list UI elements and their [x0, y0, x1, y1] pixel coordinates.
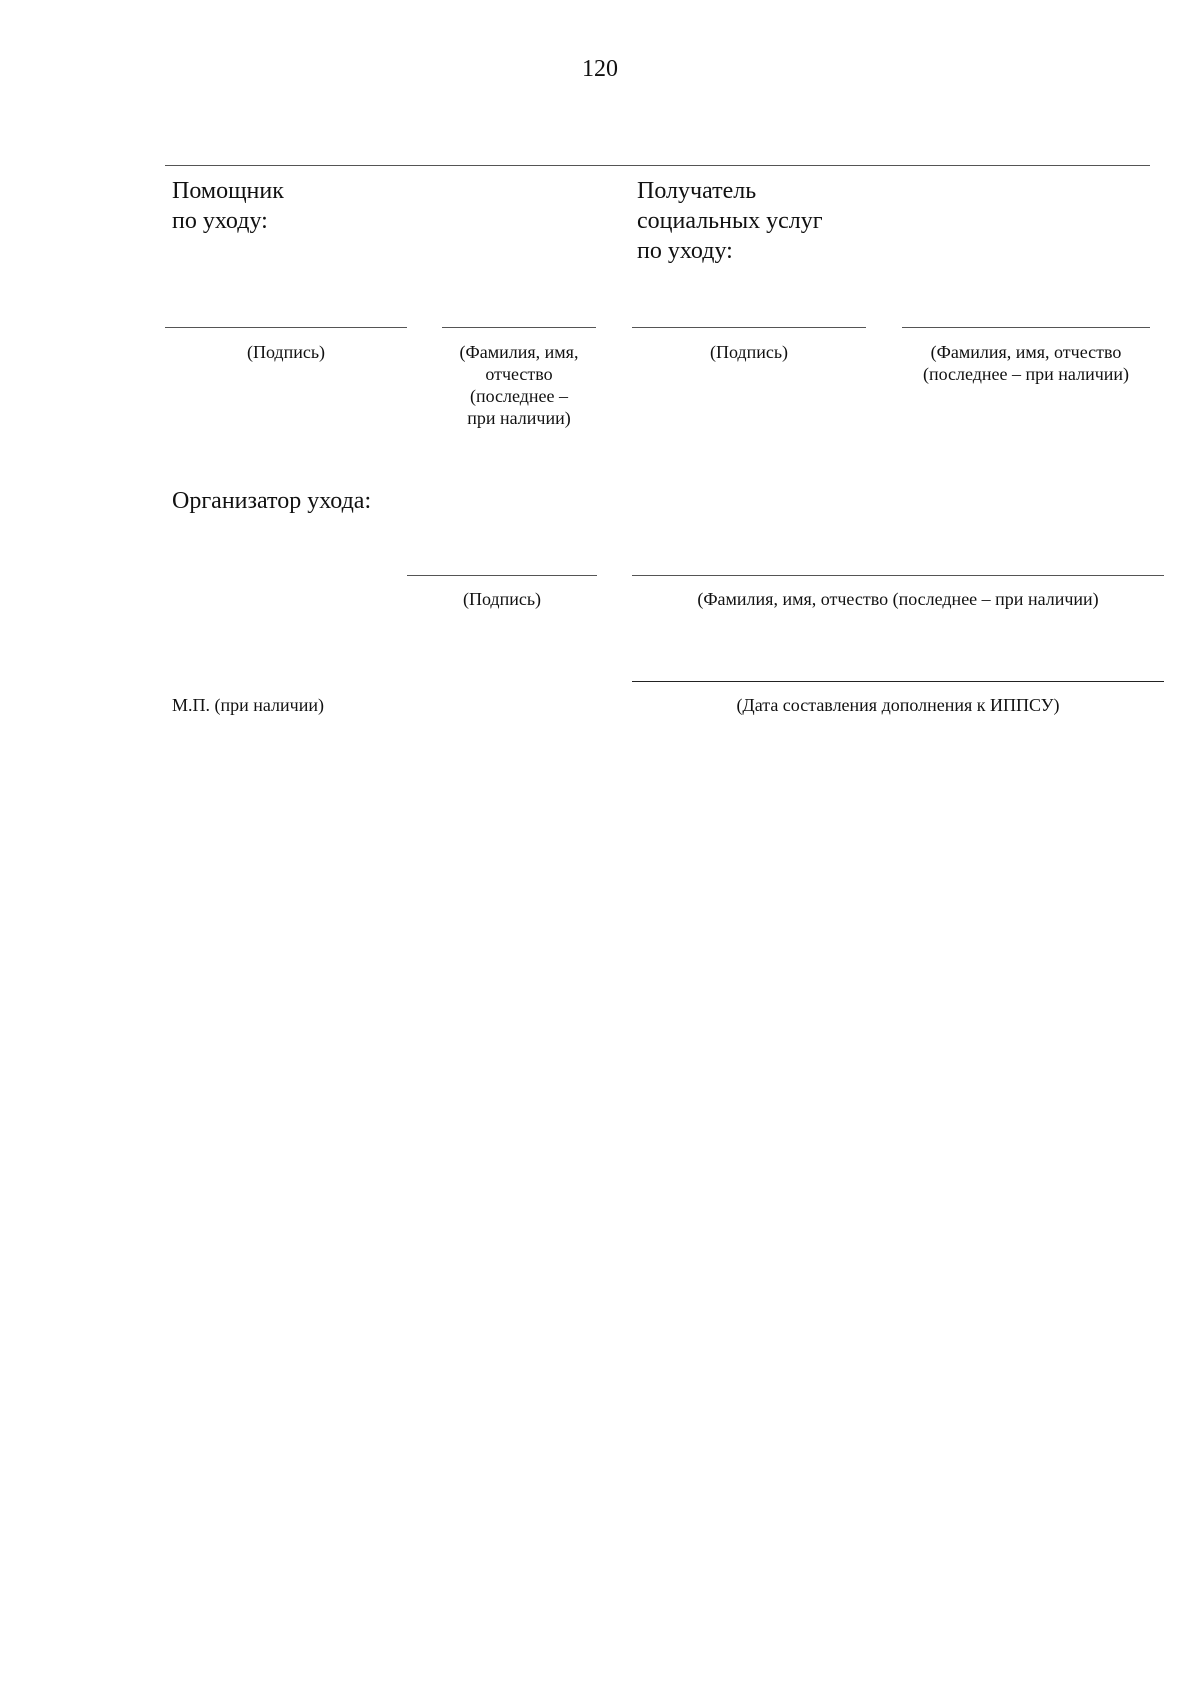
organizer-signature-line[interactable] [407, 575, 597, 576]
stamp-label: М.П. (при наличии) [172, 695, 324, 715]
organizer-heading: Организатор ухода: [172, 488, 372, 514]
assistant-name-caption-line1: (Фамилия, имя, [459, 342, 579, 362]
organizer-name-caption: (Фамилия, имя, отчество (последнее – при наличии) [697, 589, 1099, 609]
assistant-name-caption-line3: (последнее – [469, 386, 569, 406]
assistant-name-caption [442, 341, 596, 429]
date-line[interactable] [632, 681, 1164, 682]
recipient-heading-line1: Получатель [637, 178, 757, 204]
recipient-name-caption-line2: (последнее – при наличии) [922, 364, 1130, 384]
recipient-heading [637, 176, 823, 266]
assistant-name-caption-line2: отчество [485, 364, 553, 384]
top-divider [165, 165, 1150, 166]
recipient-name-caption [902, 341, 1150, 385]
assistant-name-caption-line4: при наличии) [467, 408, 571, 428]
recipient-name-line[interactable] [902, 327, 1150, 328]
recipient-name-caption-line1: (Фамилия, имя, отчество [930, 342, 1122, 362]
recipient-heading-line2: социальных услуг [637, 208, 823, 234]
organizer-name-line[interactable] [632, 575, 1164, 576]
assistant-signature-caption: (Подпись) [246, 342, 326, 362]
assistant-heading-line1: Помощник [172, 178, 284, 204]
recipient-signature-caption: (Подпись) [709, 342, 789, 362]
recipient-heading-line3: по уходу: [637, 238, 733, 264]
assistant-name-line[interactable] [442, 327, 596, 328]
recipient-signature-line[interactable] [632, 327, 866, 328]
date-caption: (Дата составления дополнения к ИППСУ) [736, 695, 1060, 715]
assistant-signature-line[interactable] [165, 327, 407, 328]
page-number: 120 [582, 56, 618, 82]
assistant-heading-line2: по уходу: [172, 208, 268, 234]
organizer-signature-caption: (Подпись) [462, 589, 542, 609]
assistant-heading [172, 176, 284, 236]
